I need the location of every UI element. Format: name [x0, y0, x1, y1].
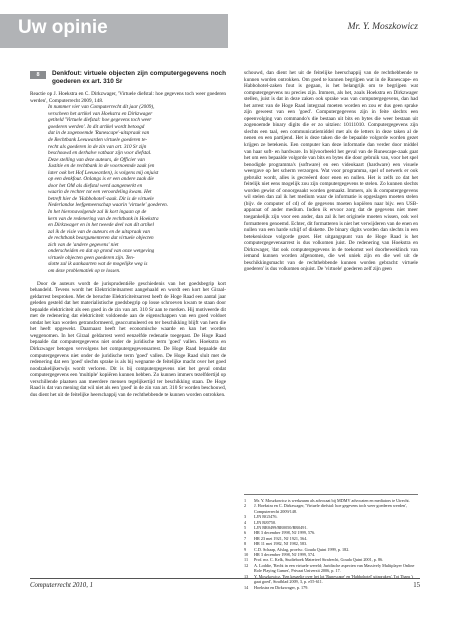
section-title: Uw opinie [18, 17, 108, 38]
quote-line: recht als goederen in de zin van art. 310 Sr zijn [48, 143, 147, 150]
quote-line: beschouwd en derhalve vatbaar zijn voor diefstal. [48, 150, 152, 157]
footnote [244, 563, 418, 574]
quote-line: virtuele objecten geen goederen zijn. Ten- [48, 254, 135, 261]
quote-line: getiteld 'Virtuele diefstal: hoe gegevens toch weer [48, 117, 152, 124]
left-column [30, 70, 226, 398]
footnote-text: J. Hoekstra en C. Dirkzwager, 'Virtuele diefstal: hoe gegevens toch weer goederen werden', Computerrecht 2009/148. [254, 503, 407, 514]
page-number: 15 [413, 582, 420, 589]
footnote-number: 5 [244, 525, 247, 531]
quote-line: later ook het Hof Leeuwarden), is volgens mij onjuist [48, 169, 159, 176]
quote-line: verscheen het artikel van Hoekstra en Dirkzwager [48, 110, 153, 117]
footnote-text: LJN BG5476. [254, 514, 278, 520]
quote-line: zal ik de visie van de auteurs en de uitspraak van [48, 228, 150, 235]
article-intro-quote [48, 104, 226, 274]
quote-line: op een denkfout. Onlangs is er een andere zaak die [48, 176, 154, 183]
footnote-number: 12 [244, 562, 249, 568]
right-body [244, 70, 418, 273]
footnote-text: A. Loddie, 'Recht in een virtuele wereld; Juridische aspecten van Massively Multiplayer Online Role Playing Games', Privaat Universit 2006, p. 17. [254, 562, 415, 574]
quote-line: kern van de redenering van de rechtbank in Hoekstra [48, 215, 159, 222]
footnote-number: 6 [244, 530, 247, 536]
body-paragraph: Door de auteurs wordt de jurisprudentiële geschiedenis van het goedsbegrip kort behandeld. Tevens wordt het Elektriciteitsarrest aangehaald en wordt een kort het Giraal-geldarrest besproken. Met de beruchte Elektriciteitsarrest heeft de Hoge Raad een aantal jaar geleden gesteld dat het materialistische goedsbegrip op losse schroeven kwam te staan door bepaalde elektriciteit als een goed in de zin van art. 310 Sr aan te merken. Hij motiveerde dit met de redenering dat elektriciteit voldoende aan de eigenschappen van een goed voldoet omdat het kan worden getransformeerd, geaccumuleerd en ter beschikking blijft van hem die het heeft opgewekt. Daarnaast heeft het economische waarde en kan het worden weggenomen. In het Giraal geldarrest werd eenzelfde redenatie toegepast. De Hoge Raad bepaalde dat computergegevens niet onder de juridische term 'goed' vallen. Hoekstra en Dirkzwager betogen vervolgens het computergegevensarrest. De Hoge Raad bepaalde dat computergegevens niet onder de juridische term 'goed' vallen. De Hoge Raad sluit met de redenering dat een 'goed' slechts sprake is als bij wegname de feitelijke macht over het goed noodzakelijkerwijs wordt verloren. Dit is bij computergegevens niet het geval omdat computergegevens een 'multiple' kopiëren kunnen hebben. Zo kunnen immers tezelfdertijd op verschillende plaatsen aan meerdere mensen tegelijkertijd ter beschikking staan. De Hoge Raad is dat van mening dat wil niet als een 'goed' in de zin van art. 310 Sr worden beschouwd, dus dient het uit de feitelijke heerschappij van de rechthebbende te kunnen worden ontrokken. [30, 280, 226, 398]
footnote-number: 10 [244, 552, 249, 558]
footnote-text: C.D. Schaap, Afslag, proefsc. Gouda Quint 1999, p. 182. [254, 546, 350, 552]
footnote-text: HR 3 december 1998, NJ 1999, 574. [254, 552, 316, 558]
left-body [30, 281, 226, 399]
footnote-number: 1 [244, 498, 247, 503]
footnote-text: Y. Moszkowicz, 'Een keuzelie over het lot 'Runescape' en 'Habbohotel' uitspraken', Tot Thans 't gaat goed', Strafblad 2009, 3, p. e55-611. [254, 573, 414, 585]
right-column [244, 70, 418, 273]
footnote-number: 2 [244, 503, 247, 509]
quote-line: betreft hier de 'Habbohotel'-zaak. Dit is de virtuele [48, 195, 154, 202]
quote-line: In nummer vier van Computerrecht dit jaar (2009), [48, 104, 155, 111]
quote-line: slotte zal ik aankaarten wat de mogelijke weg is [48, 261, 148, 268]
quote-line: Deze stelling van deze auteurs, de Officier van [48, 156, 145, 163]
footnote-text: HR 3 december 1998, NJ 1999, 576. [254, 530, 316, 536]
footnotes [244, 494, 418, 590]
footnote-number: 9 [244, 546, 247, 552]
footnote-text: Hoekstra en Dirkzwager, p. 179. [254, 584, 309, 590]
footnote-number: 13 [244, 573, 249, 579]
footnote-number: 4 [244, 519, 247, 525]
quote-line: Nederlandse leefgemeenschap waarin 'virtuele' goederen. [48, 202, 169, 209]
quote-line: goederen werden'. In dit artikel wordt betoogd [48, 123, 145, 130]
quote-line: Justitie en de rechtbank in de voornoemde zaak (en [48, 163, 155, 170]
section-banner [0, 14, 228, 48]
article-reference: Reactie op J. Hoekstra en C. Dirkzwager, 'Virtuele diefstal: hoe gegevens toch weer goederen werden', Computerrecht 2009, 148. [30, 91, 226, 104]
article-title: Denkfout: virtuele objecten zijn computergegevens noch goederen ex art. 310 Sr [52, 70, 226, 85]
author-name: Mr. Y. Moszkowicz [347, 22, 418, 32]
footnote [244, 503, 418, 514]
quote-line: en Dirkzwager en in het tweede deel van dit artikel [48, 222, 154, 229]
footnote-text: Mr. Y. Moszkowicz is werkzaam als advocaat bij MDMV advocaten en mediators te Utrecht. [254, 498, 410, 503]
footnote-text: LJN BJ0750. [254, 519, 277, 525]
quote-line: In het hieronavolgende zal ik kort ingaan op de [48, 209, 147, 216]
footnote-text: LJN BR0499/BR0050/BR0491. [254, 525, 308, 531]
quote-line: de Rechtbank Leeuwarden virtuele goederen te- [48, 137, 148, 144]
article-heading [30, 70, 226, 85]
quote-line: de rechtbank beargumenteren dat virtuele objecten [48, 235, 154, 242]
footnote-number: 14 [244, 584, 249, 590]
quote-line: zich van de 'andere gegevens' niet [48, 241, 119, 248]
quote-line: waarin de rechter tot een veroordeling kwam. Het [48, 189, 152, 196]
footnote-number: 11 [244, 557, 249, 563]
body-paragraph: schouwd, dan dient het uit de feitelijke heerschappij van de rechthebbende te kunnen worden ontrokken. Om goed te kunnen begrijpen wat in de Runescape- en Habbohotel-zaken fout is gegaan, is het belangrijk om te begrijpen wat computergegevens nu precies zijn. Immers, als het, zoals Hoekstra en Dirkzwager stellen, juist is dat in deze zaken ook sprake was van computergegevens, dan had het arrest van de Hoge Raad integraal moeten worden en zou er dus geen sprake zijn geweest van een 'goed'. Computergegevens zijn in feite slechts een opeenvolging van commando's die bestaan uit bits en bytes die weer bestaan uit zogenoemde binary digits die er zo uitzien: 10111010. Computergegevens zijn slechts een taal, een communicatiemiddel met als de letters in deze taken al de nenen en een partijend. Het is deze taken die de bepaalde volgorde worden gezet krijgen ze betekenis. Een computer kan deze informatie dan verder door middel van haar soft- en hardware. In bijvoorbeeld het geval van de Runescape-zaak gaat het om een bepaalde volgorde van bits en bytes die door gebruik van, voor het spel benodigde programma's (software) en een videokaart (hardware) een visuele weergave op het scherm verzorgen. Wat voor programma, spel of netwerk er ook gebruikt wordt, alles is gecreëerd door enen en nullen. Het is zelfs zo dat het feitelijk niet eens mogelijk zou zijn computergegevens te stelen. Zo kunnen slechts worden gewist of onoorgeaakt worden gemaakt. Immers, als ik computergegevens wil stelen dan zal ik het medium waar de informatie is opgeslagen moeten stelen (bijv. de computer of cd) of de gegevens moeten kopiëren naar bijv. een USB-apparaat of ander medium. Indien ik ervoor zorg dat de gegevens niet meer toegankelijk zijn voor een ander, dan zal ik het originele moeten wissen, ook wel formatteren genoemd. Echter, dit formatteren is niet het verwijderen van de enen en nullen van een harde schijf of diskette. De binary digits worden dan slechts in een betekenisloze volgorde gezet. Het uitgangspunt van de Hoge Raad is het computergegevensarrest is dus volkomen juist. De redenering van Hoekstra en Dirkzwager, 'dat ook computergegevens in de toekomst wel doorbeweklinck van iemand kunnen worden afgenomen, die wel uniek zijn en die wel uit de beschikkingsmacht van de rechthebbende kunnen worden gebracht: virtuele goederen' is dus volkomen onjuist. De 'virtuele' goederen zelf zijn geen [244, 70, 418, 273]
footer-divider [30, 578, 420, 579]
footnote-number: 7 [244, 535, 247, 541]
quote-line: om deze problematiek op te lossen. [48, 267, 121, 274]
quote-line: onderscheiden en dat op grond van onze wetgeving [48, 248, 155, 255]
footer-journal: Computerrecht 2010, 1 [30, 582, 93, 589]
footnote-number: 3 [244, 514, 247, 520]
footnote-number: 8 [244, 541, 247, 547]
quote-line: door het OM als diefstal werd aangemerkt en [48, 182, 143, 189]
footnote-text: Prof. mr. C. Kelk, Studieboek Materieel Strafrecht, Gouda Quint 2001, p. 86. [254, 557, 384, 563]
article-number-badge: 8 [30, 71, 46, 79]
footnote-text: HR 23 mei 1921, NJ 1921, 564. [254, 535, 308, 541]
quote-line: dat in de zogenoemde 'Runescape'-uitspraak van [48, 130, 150, 137]
footnote-text: HR 11 mei 1982, NJ 1982, 583. [254, 541, 308, 547]
